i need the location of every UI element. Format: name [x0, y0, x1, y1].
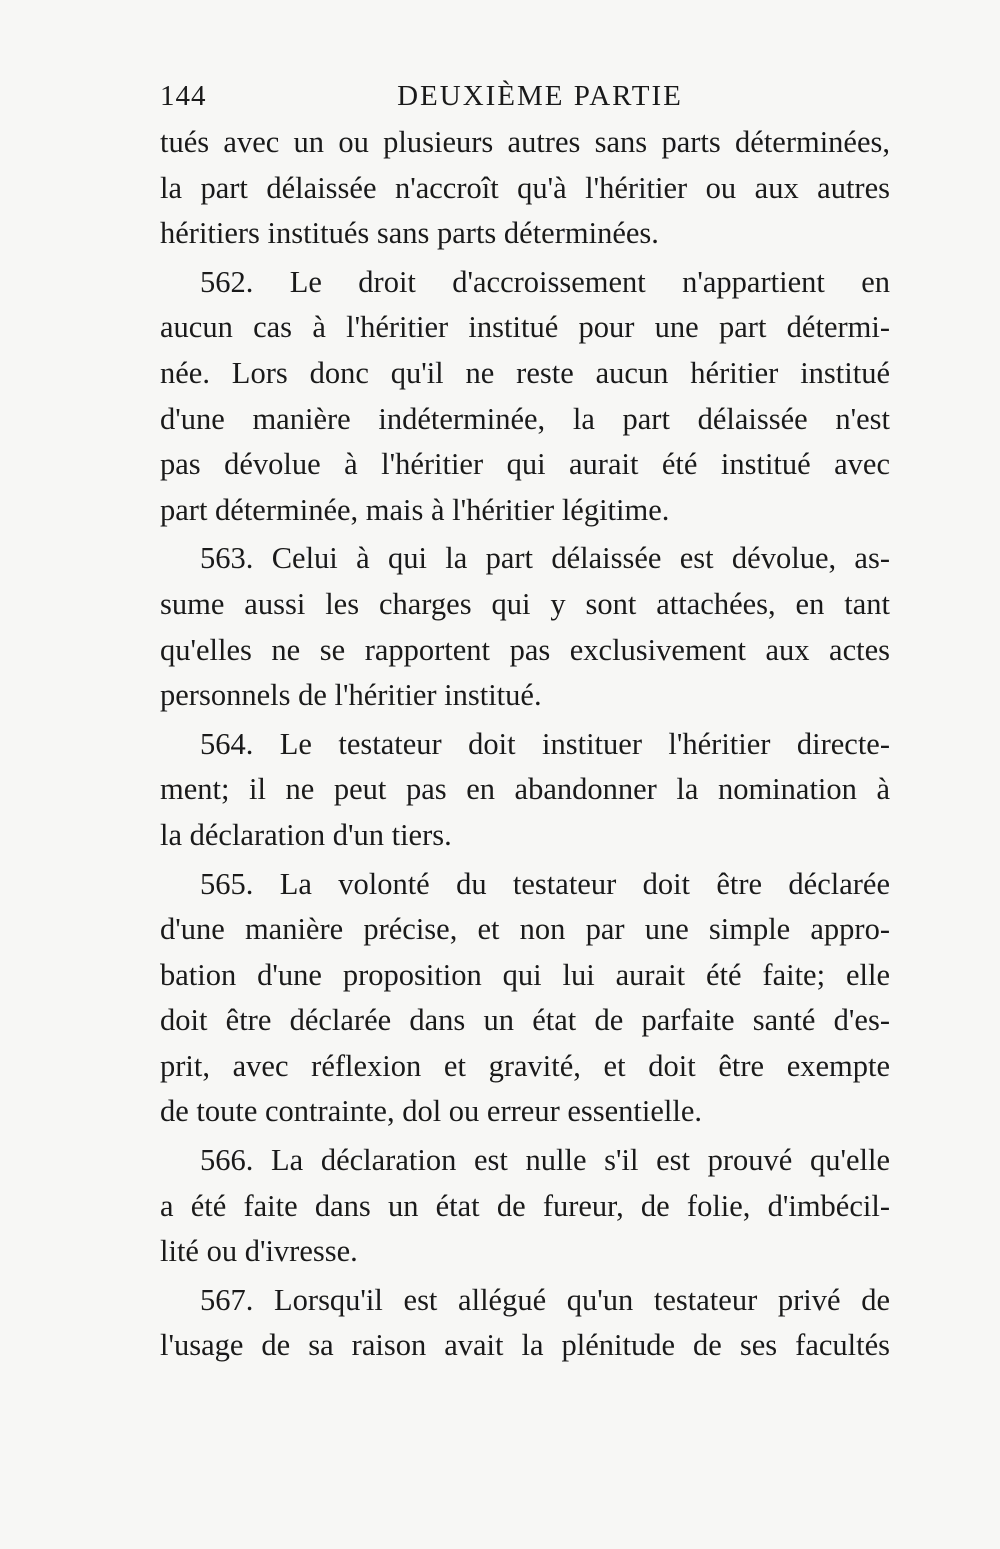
text-line: d'une manière indéterminée, la part délaissée n'est — [160, 401, 890, 436]
text-line: doit être déclarée dans un état de parfaite santé d'es- — [160, 1003, 890, 1038]
article-565 — [160, 862, 890, 1136]
text-line: la déclaration d'un tiers. — [160, 817, 452, 852]
paragraph-continuation — [160, 120, 890, 257]
article-567 — [160, 1278, 890, 1369]
page-number: 144 — [160, 80, 207, 112]
text-line: bation d'une proposition qui lui aurait été faite; elle — [160, 957, 890, 992]
running-title: DEUXIÈME PARTIE — [397, 80, 683, 112]
book-page — [160, 72, 890, 1372]
body-text — [160, 120, 890, 1369]
text-line: la part délaissée n'accroît qu'à l'héritier ou aux autres — [160, 170, 890, 205]
text-line: 565. La volonté du testateur doit être déclarée — [200, 866, 890, 901]
text-line: tués avec un ou plusieurs autres sans parts déterminées, — [160, 125, 890, 159]
text-line: l'usage de sa raison avait la plénitude de ses facultés — [160, 1328, 890, 1363]
article-562 — [160, 260, 890, 534]
text-line: de toute contrainte, dol ou erreur essentielle. — [160, 1094, 703, 1129]
text-line: née. Lors donc qu'il ne reste aucun héritier institué — [160, 355, 890, 390]
text-line: sume aussi les charges qui y sont attachées, en tant — [160, 586, 890, 621]
text-line: aucun cas à l'héritier institué pour une part détermi- — [160, 310, 890, 345]
article-564 — [160, 722, 890, 859]
running-head — [160, 72, 890, 120]
text-line: 563. Celui à qui la part délaissée est dévolue, as- — [200, 541, 890, 576]
text-line: d'une manière précise, et non par une simple appro- — [160, 912, 890, 947]
text-line: a été faite dans un état de fureur, de folie, d'imbécil- — [160, 1188, 890, 1223]
text-line: ment; il ne peut pas en abandonner la nomination à — [160, 772, 890, 807]
text-line: personnels de l'héritier institué. — [160, 678, 542, 713]
text-line: 567. Lorsqu'il est allégué qu'un testateur privé de — [200, 1282, 890, 1317]
text-line: 564. Le testateur doit instituer l'héritier directe- — [200, 726, 890, 761]
text-line: qu'elles ne se rapportent pas exclusivement aux actes — [160, 632, 890, 667]
text-line: lité ou d'ivresse. — [160, 1234, 358, 1269]
text-line: prit, avec réflexion et gravité, et doit être exempte — [160, 1048, 890, 1083]
article-566 — [160, 1138, 890, 1275]
text-line: héritiers institués sans parts déterminées. — [160, 216, 659, 251]
article-563 — [160, 536, 890, 718]
text-line: pas dévolue à l'héritier qui aurait été institué avec — [160, 447, 890, 482]
text-line: 566. La déclaration est nulle s'il est prouvé qu'elle — [200, 1143, 890, 1178]
text-line: 562. Le droit d'accroissement n'appartient en — [200, 264, 890, 299]
text-line: part déterminée, mais à l'héritier légitime. — [160, 492, 670, 527]
